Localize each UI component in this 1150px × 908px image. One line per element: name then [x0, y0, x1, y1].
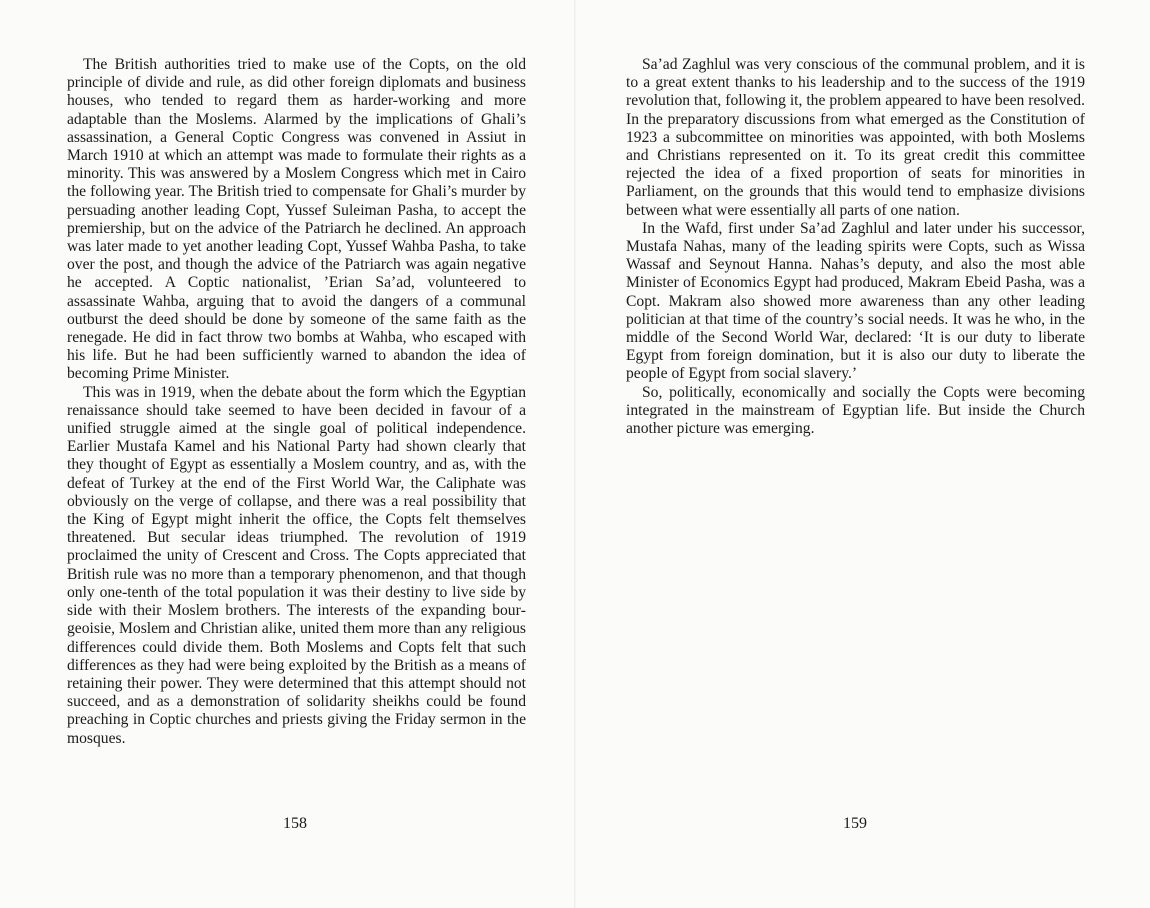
- right-page: [575, 0, 1150, 908]
- right-page-body: [626, 56, 1085, 438]
- page-number: 158: [283, 815, 307, 832]
- page-number: 159: [843, 815, 867, 832]
- paragraph: So, politically, economically and socially the Copts were becoming integrated in the mainstream of Egyptian life. But inside the Church another picture was emerging.: [626, 383, 1085, 438]
- paragraph: The British authorities tried to make use of the Copts, on the old principle of divide and rule, as did other foreign diplomats and business houses, who tended to regard them as harder-working and more adaptable than the Moslems. Alarmed by the implications of Ghali’s assassination, a General Coptic Congress was convened in Assiut in March 1910 at which an attempt was made to formulate their rights as a minority. This was answered by a Moslem Congress which met in Cairo the following year. The British tried to compensate for Ghali’s murder by persuading another leading Copt, Yussef Suleiman Pasha, to accept the premiership, but on the advice of the Patriarch he declined. An approach was later made to yet another leading Copt, Yussef Wahba Pasha, to take over the post, and though the advice of the Patriarch was again negative he accepted. A Coptic nationalist, ’Erian Sa’ad, volunteered to assassinate Wahba, arguing that to avoid the dangers of a communal outburst the deed should be done by someone of the same faith as the renegade. He did in fact throw two bombs at Wahba, who escaped with his life. But he had been sufficiently warned to abandon the idea of becoming Prime Minister.: [67, 56, 526, 383]
- paragraph: In the Wafd, first under Sa’ad Zaghlul and later under his successor, Mustafa Nahas, many of the leading spirits were Copts, such as Wissa Wassaf and Seynout Hanna. Nahas’s deputy, and also the most able Minister of Economics Egypt had produced, Makram Ebeid Pasha, was a Copt. Makram also showed more awareness than any other leading politician at that time of the country’s social needs. It was he who, in the middle of the Second World War, declared: ‘It is our duty to liberate Egypt from foreign domination, but it is also our duty to liberate the people of Egypt from social slavery.’: [626, 219, 1085, 383]
- paragraph: This was in 1919, when the debate about the form which the Egyptian renaissance should take seemed to have been decided in favour of a unified struggle aimed at the single goal of political independence. Earlier Mustafa Kamel and his National Party had shown clearly that they thought of Egypt as essentially a Moslem country, and as, with the defeat of Turkey at the end of the First World War, the Caliphate was obviously on the verge of collapse, and there was a real possibility that the King of Egypt might inherit the office, the Copts felt themselves threatened. But secular ideas triumphed. The revolution of 1919 proclaimed the unity of Crescent and Cross. The Copts appreciated that British rule was no more than a temporary phenomenon, and that though only one-tenth of the total population it was their destiny to live side by side with their Moslem brothers. The interests of the expanding bourgeoisie, Moslem and Christian alike, united them more than any religious differences could divide them. Both Moslems and Copts felt that such differences as they had were being exploited by the British as a means of retaining their power. They were determined that this attempt should not succeed, and as a demonstration of solidarity sheikhs could be found preaching in Coptic churches and priests giving the Friday sermon in the mosques.: [67, 383, 526, 747]
- left-page-body: [67, 56, 526, 748]
- paragraph: Sa’ad Zaghlul was very conscious of the communal problem, and it is to a great extent thanks to his leadership and to the success of the 1919 revolution that, following it, the problem appeared to have been resolved. In the preparatory discussions from what emerged as the Constitution of 1923 a subcommittee on minorities was appointed, with both Moslems and Christians represented on it. To its great credit this committee rejected the idea of a fixed proportion of seats for minorities in Parliament, on the grounds that this would tend to emphasize divisions between what were essentially all parts of one nation.: [626, 56, 1085, 219]
